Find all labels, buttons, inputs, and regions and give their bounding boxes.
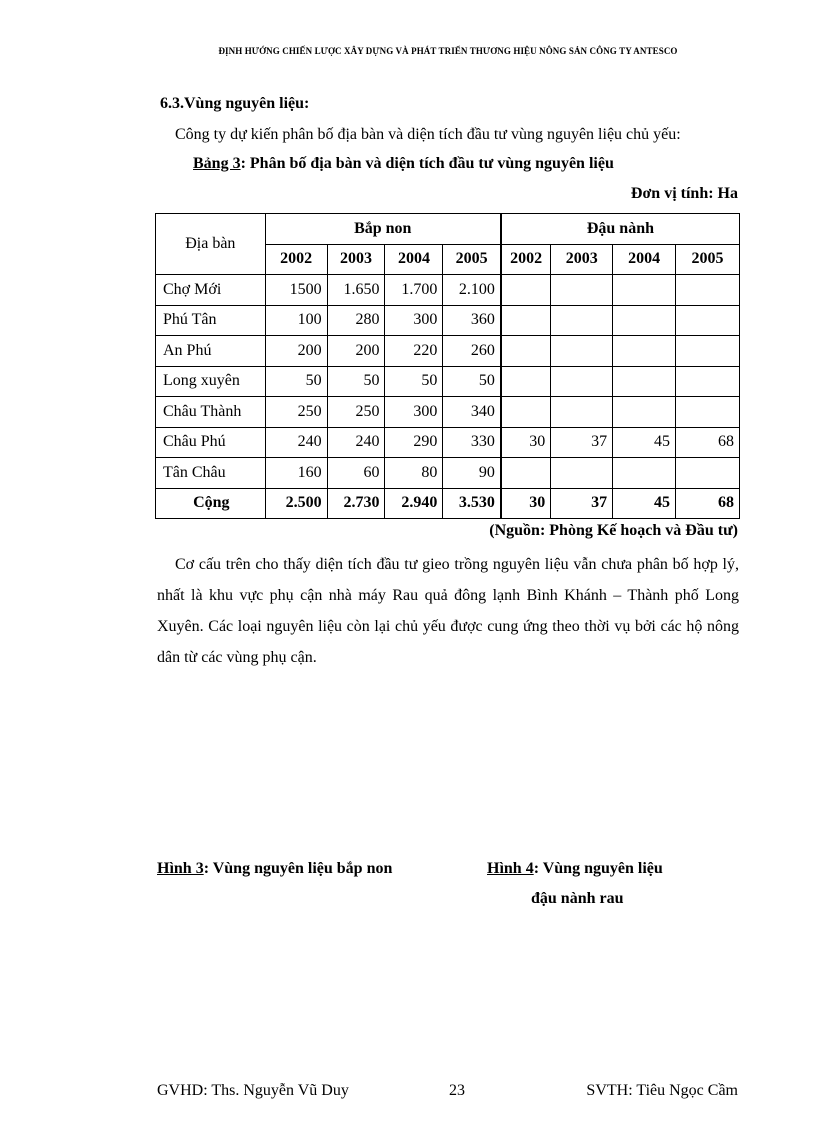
value-cell: 2.100: [443, 275, 501, 306]
figure-4-caption: [487, 860, 663, 878]
value-cell: 80: [385, 458, 443, 489]
year-header: 2004: [385, 244, 443, 275]
year-header: 2003: [327, 244, 385, 275]
year-header: 2002: [265, 244, 327, 275]
value-cell: [501, 366, 551, 397]
data-table: [155, 213, 740, 519]
value-cell: 160: [265, 458, 327, 489]
value-cell: 45: [613, 427, 676, 458]
value-cell: 280: [327, 305, 385, 336]
value-cell: 250: [265, 397, 327, 428]
table-row: [156, 366, 740, 397]
group-header-soybean: Đậu nành: [501, 214, 740, 245]
value-cell: 60: [327, 458, 385, 489]
value-cell: 100: [265, 305, 327, 336]
year-header: 2004: [613, 244, 676, 275]
value-cell: [551, 336, 613, 367]
total-cell: 30: [501, 488, 551, 519]
area-name-cell: Tân Châu: [156, 458, 266, 489]
year-header: 2005: [443, 244, 501, 275]
value-cell: 260: [443, 336, 501, 367]
value-cell: [501, 397, 551, 428]
value-cell: [676, 336, 740, 367]
value-cell: 50: [327, 366, 385, 397]
value-cell: 37: [551, 427, 613, 458]
value-cell: 300: [385, 397, 443, 428]
value-cell: [501, 336, 551, 367]
value-cell: 290: [385, 427, 443, 458]
footer-page-number: 23: [449, 1082, 465, 1099]
value-cell: [676, 366, 740, 397]
area-name-cell: Chợ Mới: [156, 275, 266, 306]
footer-advisor: GVHD: Ths. Nguyễn Vũ Duy: [157, 1082, 349, 1099]
value-cell: 220: [385, 336, 443, 367]
value-cell: 340: [443, 397, 501, 428]
table-caption-label: Bảng 3: [193, 155, 241, 172]
value-cell: [551, 397, 613, 428]
table-row: [156, 336, 740, 367]
value-cell: [676, 305, 740, 336]
value-cell: [551, 458, 613, 489]
value-cell: 360: [443, 305, 501, 336]
total-cell: 2.730: [327, 488, 385, 519]
value-cell: 1500: [265, 275, 327, 306]
area-name-cell: An Phú: [156, 336, 266, 367]
figure-3-label: Hình 3: [157, 860, 204, 877]
figure-4-text: : Vùng nguyên liệu: [533, 860, 663, 877]
value-cell: [676, 275, 740, 306]
year-header: 2003: [551, 244, 613, 275]
section-title: 6.3.Vùng nguyên liệu:: [160, 95, 310, 112]
value-cell: 50: [265, 366, 327, 397]
table-caption-text: : Phân bố địa bàn và diện tích đầu tư vùng nguyên liệu: [240, 155, 614, 172]
figure-4-caption-line2: đậu nành rau: [531, 890, 624, 907]
value-cell: 200: [265, 336, 327, 367]
total-cell: 45: [613, 488, 676, 519]
total-cell: 2.500: [265, 488, 327, 519]
area-name-cell: Châu Phú: [156, 427, 266, 458]
unit-label: Đơn vị tính: Ha: [630, 185, 738, 202]
value-cell: [613, 366, 676, 397]
value-cell: 240: [265, 427, 327, 458]
table-source: (Nguồn: Phòng Kế hoạch và Đầu tư): [489, 522, 738, 539]
value-cell: [501, 275, 551, 306]
value-cell: 300: [385, 305, 443, 336]
year-header: 2005: [676, 244, 740, 275]
value-cell: [613, 305, 676, 336]
figure-3-text: : Vùng nguyên liệu bắp non: [203, 860, 393, 877]
area-name-cell: Long xuyên: [156, 366, 266, 397]
value-cell: 90: [443, 458, 501, 489]
figure-4-label: Hình 4: [487, 860, 534, 877]
table-row: [156, 458, 740, 489]
value-cell: 1.700: [385, 275, 443, 306]
value-cell: [676, 458, 740, 489]
table-caption: [193, 155, 614, 173]
value-cell: [551, 305, 613, 336]
value-cell: 50: [443, 366, 501, 397]
table-row: [156, 427, 740, 458]
value-cell: 50: [385, 366, 443, 397]
intro-text: Công ty dự kiến phân bố địa bàn và diện tích đầu tư vùng nguyên liệu chủ yếu:: [175, 126, 681, 143]
value-cell: 250: [327, 397, 385, 428]
year-header: 2002: [501, 244, 551, 275]
value-cell: [551, 366, 613, 397]
value-cell: [613, 336, 676, 367]
table-row: [156, 275, 740, 306]
value-cell: 200: [327, 336, 385, 367]
table-row: [156, 305, 740, 336]
value-cell: [676, 397, 740, 428]
figure-3-caption: [157, 860, 392, 878]
value-cell: [613, 397, 676, 428]
area-name-cell: Châu Thành: [156, 397, 266, 428]
total-cell: 2.940: [385, 488, 443, 519]
area-column-header: Địa bàn: [156, 214, 266, 275]
footer-student: SVTH: Tiêu Ngọc Cầm: [586, 1082, 738, 1099]
value-cell: [551, 275, 613, 306]
value-cell: [613, 275, 676, 306]
group-header-corn: Bắp non: [265, 214, 501, 245]
value-cell: [501, 305, 551, 336]
total-cell: 3.530: [443, 488, 501, 519]
table-group-header-row: [156, 214, 740, 245]
table-row: [156, 397, 740, 428]
area-name-cell: Phú Tân: [156, 305, 266, 336]
value-cell: 1.650: [327, 275, 385, 306]
total-cell: 37: [551, 488, 613, 519]
body-paragraph: Cơ cấu trên cho thấy diện tích đầu tư gieo trồng nguyên liệu vẫn chưa phân bố hợp lý, nhất là khu vực phụ cận nhà máy Rau quả đông lạnh Bình Khánh – Thành phố Long Xuyên. Các loại nguyên liệu còn lại chủ yếu được cung ứng theo thời vụ bởi các hộ nông dân từ các vùng phụ cận.: [157, 556, 739, 666]
value-cell: 68: [676, 427, 740, 458]
value-cell: 240: [327, 427, 385, 458]
total-label: Cộng: [156, 488, 266, 519]
page-header: ĐỊNH HƯỚNG CHIẾN LƯỢC XÂY DỰNG VÀ PHÁT TRIỂN THƯƠNG HIỆU NÔNG SẢN CÔNG TY ANTESCO: [218, 46, 678, 56]
value-cell: 330: [443, 427, 501, 458]
total-cell: 68: [676, 488, 740, 519]
value-cell: 30: [501, 427, 551, 458]
value-cell: [501, 458, 551, 489]
table-total-row: [156, 488, 740, 519]
value-cell: [613, 458, 676, 489]
